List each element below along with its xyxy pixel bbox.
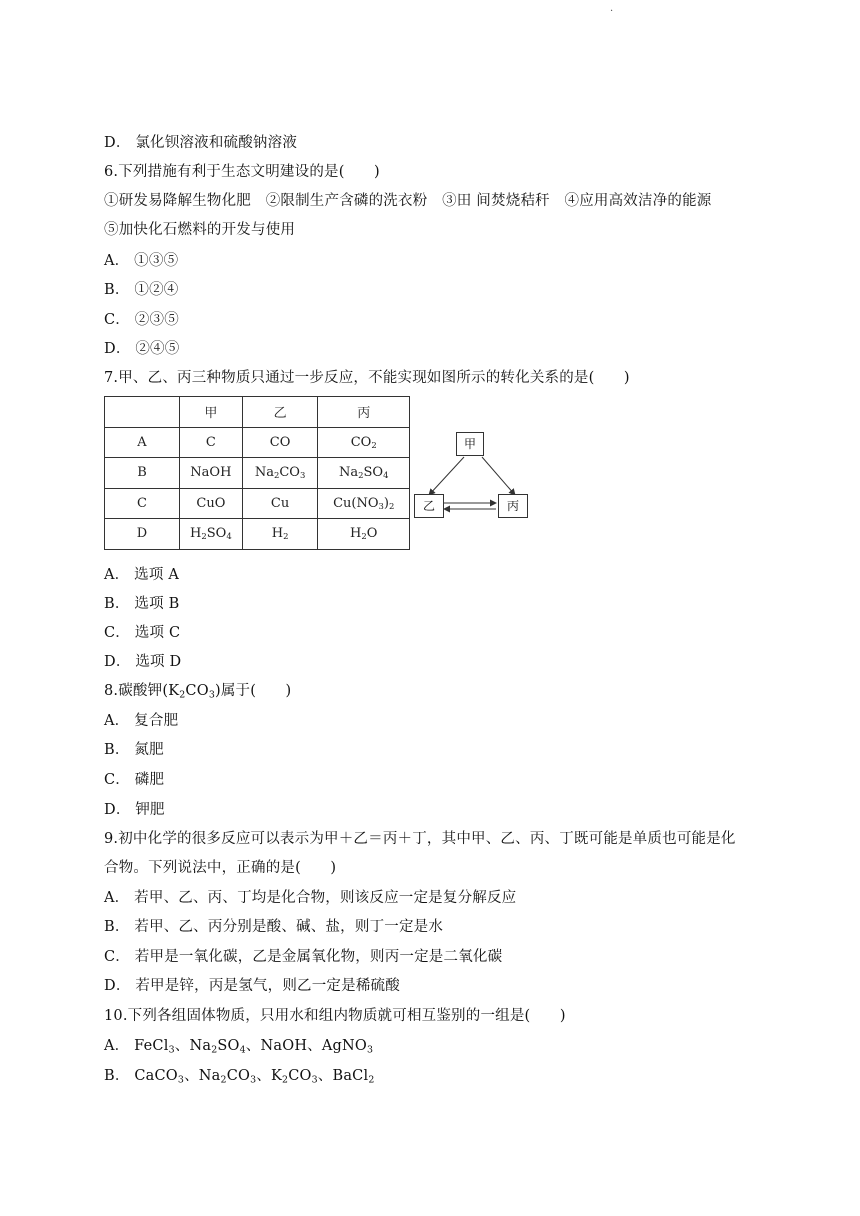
header-mark: · <box>610 6 614 17</box>
diagram-node-jia: 甲 <box>456 432 484 456</box>
q7-option-c: C． 选项 C <box>104 625 181 641</box>
q10-option-b: B． CaCO$_3$、$Na_2CO_3$、$K_2CO_3$、BaCl$_2$ <box>104 1068 375 1086</box>
table-cell <box>105 397 180 428</box>
q7-option-a: A． 选项 A <box>104 567 180 583</box>
q8-stem: 8.碳酸钾$(K_2CO_3)$属于( ) <box>104 683 292 701</box>
q9-option-d: D． 若甲是锌，丙是氢气，则乙一定是稀硫酸 <box>104 978 400 994</box>
table-cell: NaOH <box>180 458 243 489</box>
table-cell: $Cu(NO_3)_2$ <box>318 488 410 519</box>
table-row <box>105 458 410 489</box>
q6-option-c: C． ②③⑤ <box>104 312 179 328</box>
table-cell: $Na_2SO_4$ <box>318 458 410 489</box>
q6-items-line1: ①研发易降解生物化肥 ②限制生产含磷的洗衣粉 ③田 间焚烧秸秆 ④应用高效洁净的能源 <box>104 193 712 209</box>
diagram-node-yi: 乙 <box>414 494 444 518</box>
table-cell: C <box>180 427 243 458</box>
q8-option-d: D． 钾肥 <box>104 802 165 818</box>
table-cell: $H_2SO_4$ <box>180 519 243 550</box>
q9-option-b: B． 若甲、乙、丙分别是酸、碱、盐，则丁一定是水 <box>104 919 444 935</box>
table-row <box>105 427 410 458</box>
table-cell: CO <box>242 427 318 458</box>
table-cell: C <box>105 488 180 519</box>
q9-option-a: A． 若甲、乙、丙、丁均是化合物，则该反应一定是复分解反应 <box>104 890 517 906</box>
q7-option-b: B． 选项 B <box>104 596 180 612</box>
table-cell: $CO_2$ <box>318 427 410 458</box>
q6-option-d: D． ②④⑤ <box>104 341 180 357</box>
arrow-jia-to-bing <box>482 457 515 495</box>
q6-option-a: A． ①③⑤ <box>104 253 179 269</box>
table-cell: Cu <box>242 488 318 519</box>
q8-option-b: B． 氮肥 <box>104 742 164 758</box>
table-header-row <box>105 397 410 428</box>
q7-table <box>104 396 410 550</box>
table-cell: $H_2O$ <box>318 519 410 550</box>
q7-conversion-diagram <box>414 426 534 522</box>
q6-stem: 6.下列措施有利于生态文明建设的是( ) <box>104 164 380 180</box>
q10-option-a: A． FeCl$_3$、$Na_2SO_4$、NaOH、AgNO$_3$ <box>104 1038 374 1056</box>
table-cell: 丙 <box>318 397 410 428</box>
q7-option-d: D． 选项 D <box>104 654 182 670</box>
table-cell: B <box>105 458 180 489</box>
q7-stem: 7.甲、乙、丙三种物质只通过一步反应，不能实现如图所示的转化关系的是( ) <box>104 370 630 386</box>
q6-option-b: B． ①②④ <box>104 282 179 298</box>
arrow-jia-to-yi <box>429 457 464 495</box>
table-cell: CuO <box>180 488 243 519</box>
q9-stem-line2: 合物。下列说法中，正确的是( ) <box>104 860 337 876</box>
q8-option-c: C． 磷肥 <box>104 772 165 788</box>
table-cell: 甲 <box>180 397 243 428</box>
q9-stem-line1: 9.初中化学的很多反应可以表示为甲＋乙＝丙＋丁，其中甲、乙、丙、丁既可能是单质也可能是化 <box>104 831 736 847</box>
table-cell: D <box>105 519 180 550</box>
table-cell: $H_2$ <box>242 519 318 550</box>
diagram-node-bing: 丙 <box>498 494 528 518</box>
q6-items-line2: ⑤加快化石燃料的开发与使用 <box>104 222 296 238</box>
table-row <box>105 519 410 550</box>
q5-option-d: D． 氯化钡溶液和硫酸钠溶液 <box>104 135 298 151</box>
q9-option-c: C． 若甲是一氧化碳，乙是金属氧化物，则丙一定是二氧化碳 <box>104 949 503 965</box>
table-row <box>105 488 410 519</box>
q10-stem: 10.下列各组固体物质，只用水和组内物质就可相互鉴别的一组是( ) <box>104 1008 566 1024</box>
table-cell: $Na_2CO_3$ <box>242 458 318 489</box>
table-cell: 乙 <box>242 397 318 428</box>
table-cell: A <box>105 427 180 458</box>
q8-option-a: A． 复合肥 <box>104 713 179 729</box>
